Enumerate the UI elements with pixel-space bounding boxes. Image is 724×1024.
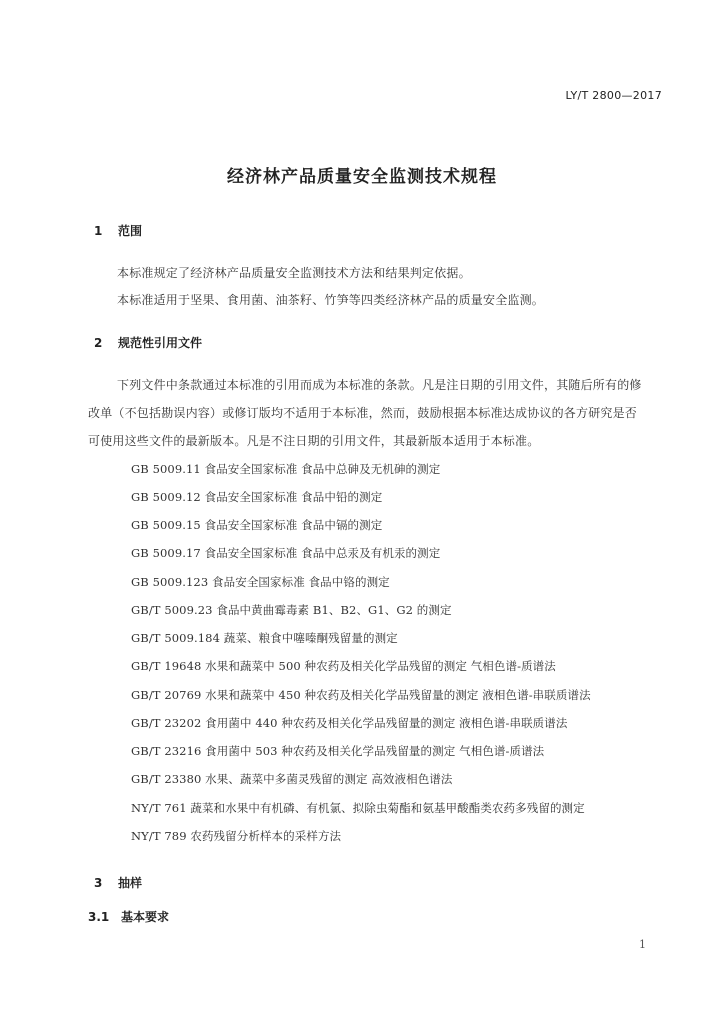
intro-line: 改单（不包括勘误内容）或修订版均不适用于本标准，然而，鼓励根据本标准达成协议的各方研究是否 bbox=[88, 406, 638, 420]
section-title: 范围 bbox=[118, 224, 143, 238]
reference-item: GB 5009.11 食品安全国家标准 食品中总砷及无机砷的测定 bbox=[131, 462, 441, 476]
scope-paragraph: 本标准适用于坚果、食用菌、油茶籽、竹笋等四类经济林产品的质量安全监测。 bbox=[117, 293, 545, 307]
document-title: 经济林产品质量安全监测技术规程 bbox=[227, 167, 497, 187]
page-number: 1 bbox=[639, 938, 646, 951]
standard-code: LY/T 2800—2017 bbox=[565, 89, 662, 102]
reference-item: NY/T 761 蔬菜和水果中有机磷、有机氯、拟除虫菊酯和氨基甲酸酯类农药多残留的测定 bbox=[131, 801, 585, 815]
reference-item: GB/T 19648 水果和蔬菜中 500 种农药及相关化学品残留的测定 气相色谱-质谱法 bbox=[131, 659, 556, 673]
reference-item: GB/T 23380 水果、蔬菜中多菌灵残留的测定 高效液相色谱法 bbox=[131, 772, 453, 786]
reference-item: GB/T 5009.23 食品中黄曲霉毒素 B1、B2、G1、G2 的测定 bbox=[131, 603, 452, 617]
intro-line: 下列文件中条款通过本标准的引用而成为本标准的条款。凡是注日期的引用文件，其随后所有的修 bbox=[117, 378, 642, 392]
section-number: 3 bbox=[94, 876, 103, 890]
reference-item: GB 5009.17 食品安全国家标准 食品中总汞及有机汞的测定 bbox=[131, 546, 441, 560]
reference-item: GB 5009.15 食品安全国家标准 食品中镉的测定 bbox=[131, 518, 383, 532]
section-number: 1 bbox=[94, 224, 103, 238]
subsection-heading-basic-requirements bbox=[88, 908, 169, 925]
reference-item: GB 5009.123 食品安全国家标准 食品中铬的测定 bbox=[131, 575, 390, 589]
section-heading-normative-refs bbox=[94, 334, 202, 351]
section-heading-sampling bbox=[94, 874, 142, 891]
subsection-number: 3.1 bbox=[88, 910, 110, 924]
section-title: 规范性引用文件 bbox=[118, 336, 203, 350]
reference-item: GB/T 20769 水果和蔬菜中 450 种农药及相关化学品残留量的测定 液相色谱-串联质谱法 bbox=[131, 688, 591, 702]
reference-item: GB/T 23216 食用菌中 503 种农药及相关化学品残留量的测定 气相色谱-质谱法 bbox=[131, 744, 545, 758]
section-number: 2 bbox=[94, 336, 103, 350]
subsection-title: 基本要求 bbox=[121, 910, 170, 924]
scope-paragraph: 本标准规定了经济林产品质量安全监测技术方法和结果判定依据。 bbox=[117, 266, 471, 280]
section-title: 抽样 bbox=[118, 876, 143, 890]
intro-line: 可使用这些文件的最新版本。凡是不注日期的引用文件，其最新版本适用于本标准。 bbox=[88, 434, 540, 448]
reference-item: NY/T 789 农药残留分析样本的采样方法 bbox=[131, 829, 342, 843]
section-heading-scope bbox=[94, 222, 142, 239]
reference-item: GB/T 23202 食用菌中 440 种农药及相关化学品残留量的测定 液相色谱-串联质谱法 bbox=[131, 716, 568, 730]
reference-item: GB 5009.12 食品安全国家标准 食品中铅的测定 bbox=[131, 490, 383, 504]
reference-item: GB/T 5009.184 蔬菜、粮食中噻嗪酮残留量的测定 bbox=[131, 631, 398, 645]
